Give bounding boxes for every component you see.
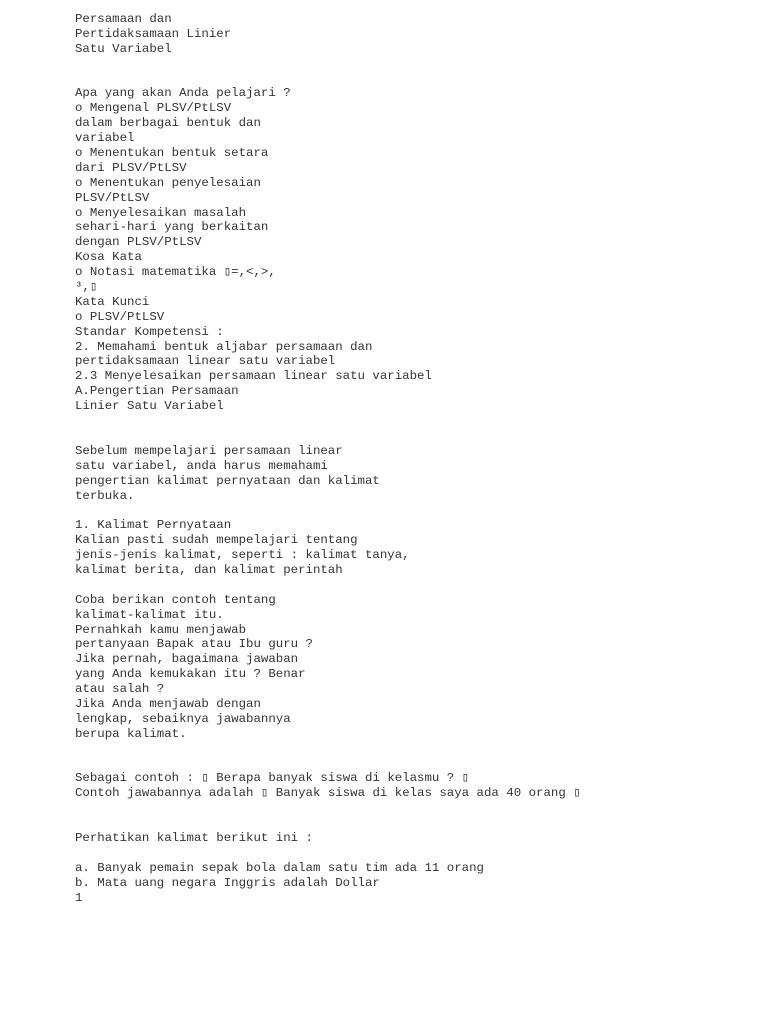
- text-line: a. Banyak pemain sepak bola dalam satu tim ada 11 orang: [75, 860, 484, 875]
- blank-line: [75, 57, 755, 72]
- text-line: Kata Kunci: [75, 294, 150, 309]
- blank-line: [75, 757, 755, 772]
- text-line: dalam berbagai bentuk dan: [75, 116, 261, 131]
- text-line: terbuka.: [75, 488, 135, 503]
- text-line: pertanyaan Bapak atau Ibu guru ?: [75, 637, 313, 652]
- text-line: o Menentukan bentuk setara: [75, 146, 269, 161]
- blank-line: [75, 801, 755, 816]
- blank-line: [75, 846, 755, 861]
- text-line: kalimat berita, dan kalimat perintah: [75, 562, 343, 577]
- text-line: Kalian pasti sudah mempelajari tentang: [75, 533, 358, 548]
- blank-line: [75, 816, 755, 831]
- text-line: Pernahkah kamu menjawab: [75, 622, 247, 637]
- text-line: Sebagai contoh : ▯ Berapa banyak siswa di kelasmu ? ▯: [75, 771, 470, 786]
- document-page: [75, 12, 755, 905]
- text-line: Sebelum mempelajari persamaan linear: [75, 443, 343, 458]
- text-line: kalimat-kalimat itu.: [75, 607, 224, 622]
- text-line: PLSV/PtLSV: [75, 190, 150, 205]
- text-line: satu variabel, anda harus memahami: [75, 458, 328, 473]
- text-line: ³,▯: [75, 280, 98, 295]
- text-line: 2.3 Menyelesaikan persamaan linear satu variabel: [75, 369, 432, 384]
- text-line: Jika Anda menjawab dengan: [75, 696, 261, 711]
- text-line: 1. Kalimat Pernyataan: [75, 518, 232, 533]
- text-line: dari PLSV/PtLSV: [75, 160, 187, 175]
- blank-line: [75, 414, 755, 429]
- text-line: A.Pengertian Persamaan: [75, 384, 239, 399]
- text-line: o Menyelesaikan masalah: [75, 205, 247, 220]
- text-line: lengkap, sebaiknya jawabannya: [75, 711, 291, 726]
- text-line: Pertidaksamaan Linier: [75, 26, 232, 41]
- text-line: Satu Variabel: [75, 41, 172, 56]
- text-line: atau salah ?: [75, 682, 165, 697]
- text-line: sehari-hari yang berkaitan: [75, 220, 269, 235]
- text-line: o PLSV/PtLSV: [75, 309, 165, 324]
- text-line: o Menentukan penyelesaian: [75, 175, 261, 190]
- text-line: dengan PLSV/PtLSV: [75, 235, 202, 250]
- text-line: Jika pernah, bagaimana jawaban: [75, 652, 299, 667]
- text-line: yang Anda kemukakan itu ? Benar: [75, 667, 306, 682]
- text-line: Standar Kompetensi :: [75, 324, 224, 339]
- blank-line: [75, 72, 755, 87]
- text-line: o Notasi matematika ▯=,<,>,: [75, 265, 276, 280]
- text-line: jenis-jenis kalimat, seperti : kalimat tanya,: [75, 548, 410, 563]
- text-line: 2. Memahami bentuk aljabar persamaan dan: [75, 339, 373, 354]
- blank-line: [75, 429, 755, 444]
- text-line: 1: [75, 890, 83, 905]
- text-line: Persamaan dan: [75, 12, 172, 26]
- text-line: pengertian kalimat pernyataan dan kalimat: [75, 473, 380, 488]
- text-line: Contoh jawabannya adalah ▯ Banyak siswa di kelas saya ada 40 orang ▯: [75, 786, 581, 801]
- text-line: berupa kalimat.: [75, 726, 187, 741]
- blank-line: [75, 742, 755, 757]
- text-line: Coba berikan contoh tentang: [75, 592, 276, 607]
- blank-line: [75, 578, 755, 593]
- blank-line: [75, 503, 755, 518]
- text-line: variabel: [75, 131, 135, 146]
- text-line: b. Mata uang negara Inggris adalah Dollar: [75, 875, 380, 890]
- text-line: Linier Satu Variabel: [75, 399, 224, 414]
- text-line: Apa yang akan Anda pelajari ?: [75, 86, 291, 101]
- text-line: Perhatikan kalimat berikut ini :: [75, 830, 313, 845]
- text-line: pertidaksamaan linear satu variabel: [75, 354, 336, 369]
- text-line: o Mengenal PLSV/PtLSV: [75, 101, 232, 116]
- text-line: Kosa Kata: [75, 250, 142, 265]
